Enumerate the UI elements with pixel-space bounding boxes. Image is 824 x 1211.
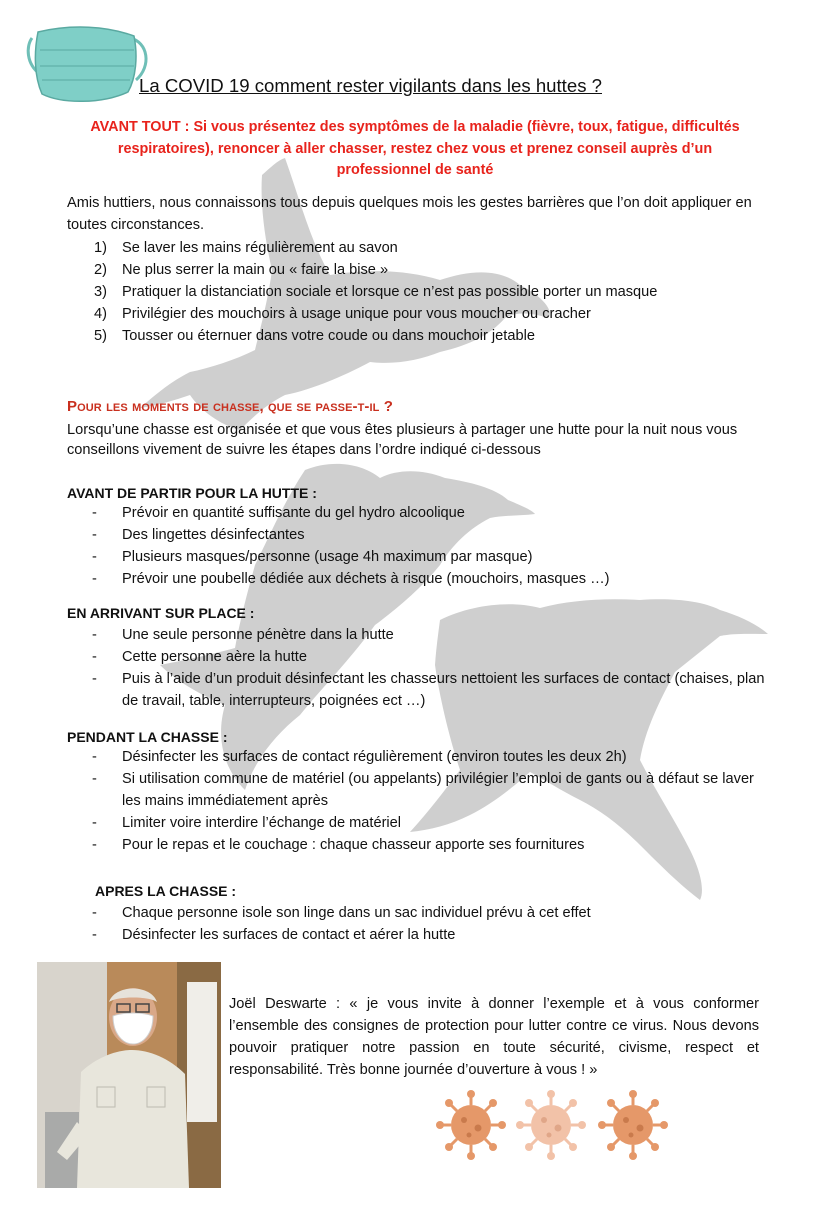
face-mask-icon — [22, 16, 154, 106]
page-title: La COVID 19 comment rester vigilants dans les huttes ? — [139, 75, 602, 96]
list-item: - Limiter voire interdire l’échange de matériel — [92, 815, 402, 831]
list-item: 4) Privilégier des mouchoirs à usage unique pour vous moucher ou cracher — [94, 306, 591, 322]
list-item: - Puis à l’aide d’un produit désinfectant les chasseurs nettoient les surfaces de contact (chaises, plan de travail, table, interrupteurs, poignées ect …) — [92, 671, 765, 709]
speaker-photo — [37, 962, 221, 1188]
list-item: 1) Se laver les mains régulièrement au savon — [94, 240, 398, 256]
after-hunt-heading: APRES LA CHASSE : — [95, 883, 237, 899]
barrier-gestures-list — [67, 237, 767, 347]
list-item: 2) Ne plus serrer la main ou « faire la bise » — [94, 262, 389, 278]
intro-paragraph: Amis huttiers, nous connaissons tous depuis quelques mois les gestes barrières que l’on doit appliquer en toutes circonstances. — [67, 195, 752, 233]
list-item: - Pour le repas et le couchage : chaque chasseur apporte ses fournitures — [92, 837, 585, 853]
list-item: - Prévoir une poubelle dédiée aux déchets à risque (mouchoirs, masques …) — [92, 571, 610, 587]
list-item: - Des lingettes désinfectantes — [92, 527, 305, 543]
list-item: - Si utilisation commune de matériel (ou appelants) privilégier l’emploi de gants ou à défaut se laver les mains immédiatement après — [92, 771, 754, 809]
speaker-quote: Joël Deswarte : « je vous invite à donner l’exemple et à vous conformer l’ensemble des consignes de protection pour lutter contre ce virus. Nous devons pouvoir pratiquer notre passion en toute sécurité, civisme, respect et responsabilité. Très bonne journée d’ouverture à vous ! » — [229, 996, 759, 1078]
symptoms-warning: AVANT TOUT : Si vous présentez des symptômes de la maladie (fièvre, toux, fatigue, difficultés respiratoires), renoncer à aller chasser, restez chez vous et prenez conseil auprès d’un professionnel de santé — [90, 119, 740, 178]
during-hunt-list — [67, 746, 767, 856]
list-item: - Une seule personne pénètre dans la hutte — [92, 627, 394, 643]
list-item: 5) Tousser ou éternuer dans votre coude ou dans mouchoir jetable — [94, 328, 535, 344]
during-hunt-heading: PENDANT LA CHASSE : — [67, 729, 228, 745]
on-arrival-list — [67, 624, 767, 712]
coronavirus-icon — [436, 1090, 506, 1160]
before-leaving-list — [67, 502, 767, 590]
list-item: 3) Pratiquer la distanciation sociale et lorsque ce n’est pas possible porter un masque — [94, 284, 658, 300]
on-arrival-heading: EN ARRIVANT SUR PLACE : — [67, 605, 255, 621]
list-item: - Plusieurs masques/personne (usage 4h maximum par masque) — [92, 549, 533, 565]
before-leaving-heading: AVANT DE PARTIR POUR LA HUTTE : — [67, 485, 317, 501]
list-item: - Désinfecter les surfaces de contact régulièrement (environ toutes les deux 2h) — [92, 749, 627, 765]
hunting-section-paragraph: Lorsqu’une chasse est organisée et que vous êtes plusieurs à partager une hutte pour la nuit nous vous conseillons vivement de suivre les étapes dans l’ordre indiqué ci-dessous — [67, 422, 738, 458]
list-item: - Désinfecter les surfaces de contact et aérer la hutte — [92, 927, 456, 943]
coronavirus-icon — [516, 1090, 586, 1160]
hunting-section-heading: Pour les moments de chasse, que se passe-t-il ? — [67, 398, 394, 415]
list-item: - Cette personne aère la hutte — [92, 649, 307, 665]
list-item: - Chaque personne isole son linge dans un sac individuel prévu à cet effet — [92, 905, 591, 921]
after-hunt-list — [67, 902, 767, 946]
list-item: - Prévoir en quantité suffisante du gel hydro alcoolique — [92, 505, 465, 521]
coronavirus-icon — [598, 1090, 668, 1160]
